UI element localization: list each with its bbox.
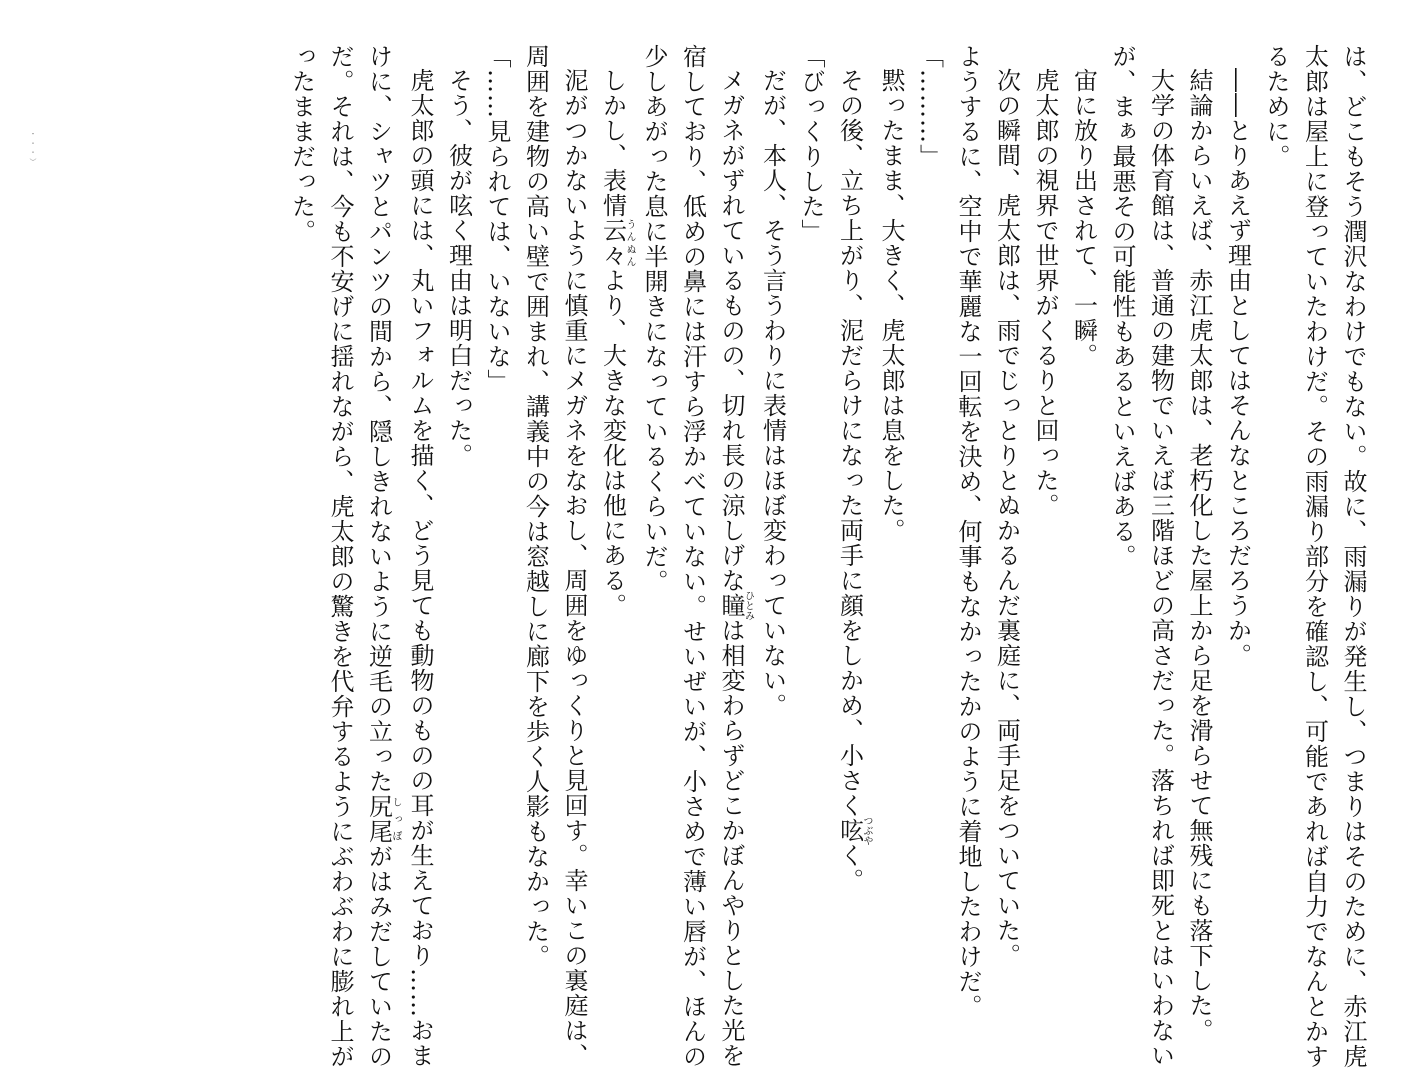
text-segment: より、大きな変化は他にある。	[598, 268, 627, 618]
text-segment: く。	[835, 843, 864, 893]
text-segment: は相変わらずどこかぼんやりとした光を	[717, 618, 745, 1068]
text-line: ようするに、空中で華麗な一回転を決め、何事もなかったかのように着地したわけだ。	[954, 44, 982, 1019]
text-line: 宙に放り出されて、一瞬。	[1069, 68, 1098, 368]
text-segment: しかし、表情	[598, 68, 627, 218]
vertical-text-body	[282, 44, 1372, 1069]
text-line	[359, 44, 401, 1069]
ruby-reading: しっぽ	[390, 794, 401, 844]
text-line: 次の瞬間、虎太郎は、雨でじっとりとぬかるんだ裏庭に、両手足をついていた。	[992, 68, 1021, 968]
text-line	[712, 44, 754, 1068]
text-line: 「……見られては、いないな」	[483, 44, 511, 394]
ruby-reading: うんぬん	[624, 218, 635, 268]
ruby-word	[835, 815, 872, 846]
text-line: ――とりあえず理由としてはそんなところだろうか。	[1223, 68, 1252, 668]
text-line: 虎太郎の視界で世界がくるりと回った。	[1031, 68, 1059, 518]
ruby-base: 呟	[835, 815, 864, 846]
text-line	[593, 44, 635, 974]
text-line: 黙ったまま、大きく、虎太郎は息をした。	[877, 68, 905, 543]
text-segment: がはみだしていたの	[364, 844, 393, 1069]
text-line: 結論からいえば、赤江虎太郎は、老朽化した屋上から足を滑らせて無残にも落下した。	[1185, 68, 1213, 1043]
margin-mark: ・ ・ ・ ）	[29, 130, 37, 165]
text-line: 「びっくりした」	[797, 44, 825, 244]
ruby-reading: ひとみ	[742, 590, 754, 621]
text-line: だが、本人、そう言うわりに表情はほぼ変わっていない。	[758, 68, 787, 718]
text-line: 少しあがった息に半開きになっているくらいだ。	[640, 44, 668, 594]
ruby-base: 瞳	[717, 590, 745, 621]
text-line: 周囲を建物の高い壁で囲まれ、講義中の今は窓越しに廊下を歩く人影もなかった。	[521, 44, 550, 969]
ruby-word	[364, 794, 401, 844]
ruby-reading: つぶや	[861, 815, 872, 846]
text-segment: その後、立ち上がり、泥だらけになった両手に顔をしかめ、小さく	[835, 68, 864, 818]
text-line: ったままだった。	[287, 44, 316, 244]
text-line: 「………」	[915, 44, 944, 169]
text-segment: けに、シャツとパンツの間から、隠しきれないように逆毛の立った	[364, 44, 393, 794]
text-line: 虎太郎の頭には、丸いフォルムを描く、どう見ても動物のものの耳が生えており……おま	[406, 68, 434, 1068]
text-line: そう、彼が呟く理由は明白だった。	[444, 68, 473, 468]
text-line: は、どこもそう潤沢なわけでもない。故に、雨漏りが発生し、つまりはそのために、赤江虎	[1339, 44, 1367, 1069]
ruby-base: 尻尾	[364, 794, 393, 844]
text-line: 大学の体育館は、普通の建物でいえば三階ほどの高さだった。落ちれば即死とはいわない	[1146, 68, 1175, 1068]
text-segment: メガネがずれているものの、切れ長の涼しげな	[717, 68, 745, 593]
text-line: 宿しており、低めの鼻には汗すら浮かべていない。せいぜいが、小さめで薄い唇が、ほんの	[678, 44, 707, 1069]
text-line: だ。それは、今も不安げに揺れながら、虎太郎の驚きを代弁するようにぶわぶわに膨れ上が	[326, 44, 354, 1069]
ruby-base: 云々	[598, 218, 627, 268]
text-line	[830, 44, 872, 974]
ruby-word	[598, 218, 635, 268]
text-line: 太郎は屋上に登っていたわけだ。その雨漏り部分を確認し、可能であれば自力でなんとかす	[1300, 44, 1329, 1069]
text-line: が、まぁ最悪その可能性もあるといえばある。	[1108, 44, 1136, 569]
text-line: 泥がつかないように慎重にメガネをなおし、周囲をゆっくりと見回す。幸いこの裏庭は、	[560, 68, 588, 1068]
text-line: るために。	[1262, 44, 1290, 169]
ruby-word	[717, 590, 754, 621]
